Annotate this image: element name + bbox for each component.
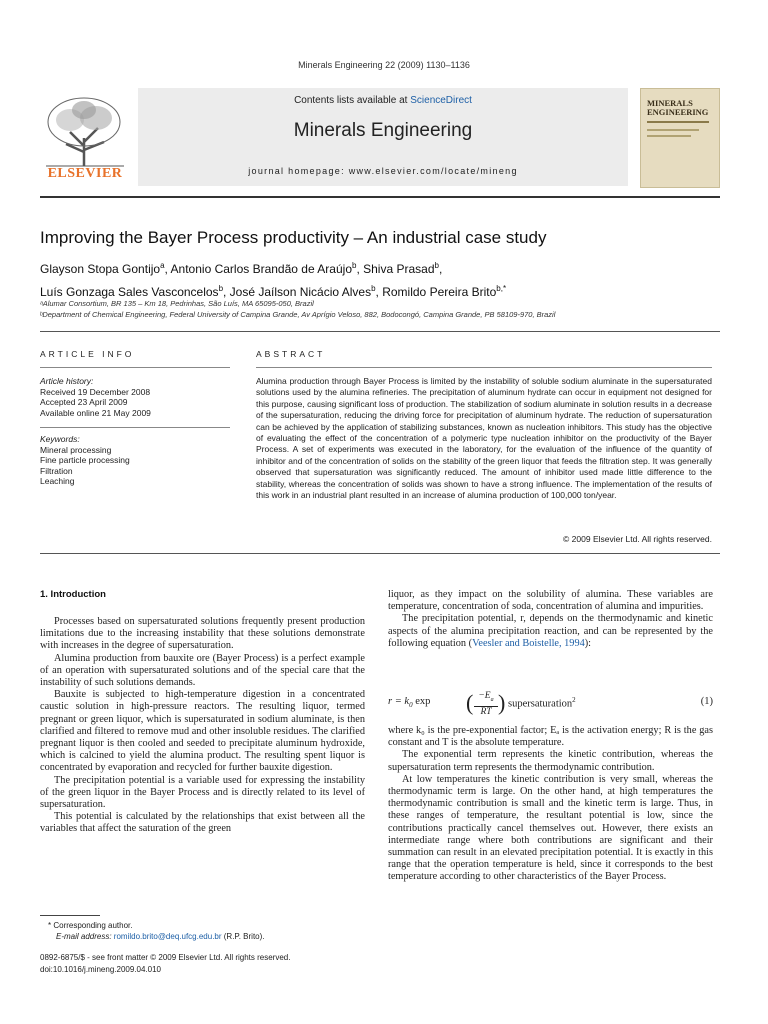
affiliation-a: ᵃAlumar Consortium, BR 135 – Km 18, Pedrinhas, São Luís, MA 65095-050, Brazil <box>40 299 314 308</box>
paragraph-text: The precipitation potential, r, depends on the thermodynamic and kinetic aspects of the alumina precipitation reaction, and can be represented by the following equation ( <box>388 613 713 649</box>
cover-rule <box>647 129 699 131</box>
fraction-num-text: −E <box>478 691 491 701</box>
paragraph: Processes based on supersaturated solutions frequently present production limitations due to the increasing instability that these solutions demonstrate with increases in the degree of supersaturation. <box>40 616 365 652</box>
left-column <box>40 616 365 836</box>
author[interactable]: , Antonio Carlos Brandão de Araújo <box>164 262 352 276</box>
doi-link[interactable]: doi:10.1016/j.mineng.2009.04.010 <box>40 965 161 974</box>
contents-available <box>138 95 628 106</box>
paragraph: Alumina production from bauxite ore (Bayer Process) is a perfect example of an operation with supersaturated solutions and of the special care that the instability of such solutions demands. <box>40 652 365 689</box>
author-separator: , <box>438 262 443 276</box>
paragraph: This potential is calculated by the relationships that exist between all the variables that affect the saturation of the green <box>40 811 365 835</box>
history-online: Available online 21 May 2009 <box>40 407 151 418</box>
abstract-rule <box>256 367 712 368</box>
abstract-copyright: © 2009 Elsevier Ltd. All rights reserved. <box>563 534 712 544</box>
cover-title: MINERALS ENGINEERING <box>647 98 709 117</box>
cover-rule <box>647 135 691 137</box>
fraction-numerator <box>474 691 498 707</box>
article-info-heading: ARTICLE INFO <box>40 349 135 359</box>
history-label: Article history: <box>40 376 94 386</box>
equation-1 <box>388 690 713 720</box>
right-column-bottom <box>388 725 713 884</box>
paragraph: The exponential term represents the kinetic contribution, whereas the supersaturation term represents the thermodynamic contribution. <box>388 749 713 773</box>
paragraph <box>388 613 713 650</box>
keyword: Filtration <box>40 465 73 476</box>
article-info-rule <box>40 367 230 368</box>
sciencedirect-link[interactable]: ScienceDirect <box>410 95 472 106</box>
keywords-block <box>40 434 230 487</box>
article-history <box>40 376 230 418</box>
footnote-rule <box>40 915 100 916</box>
footnote <box>40 920 360 942</box>
affiliation-rule <box>40 331 720 332</box>
fraction-num-sub: a <box>490 696 494 703</box>
email-suffix: (R.P. Brito). <box>221 932 265 941</box>
equation-number: (1) <box>700 696 713 707</box>
paragraph: Bauxite is subjected to high-temperature digestion in a concentrated caustic solution in high-pressure reactors. The resulting liquor, termed pregnant or green liquor, which is supersaturated in sodium aluminate, is then clarified and filtered to remove mud and other insoluble residues. The clarified pregnant liquor is then cooled and seeded to precipitate aluminum hydroxide, which is calcined to yield the alumina product. The resulting spent liquor is concentrated by evaporation and recycled for further bauxite digestion. <box>40 689 365 774</box>
paren-open: ( <box>466 690 474 715</box>
section-1-heading: 1. Introduction <box>40 589 106 600</box>
author[interactable]: , Romildo Pereira Brito <box>375 285 497 299</box>
equation-body <box>388 696 430 709</box>
authors-line-1 <box>40 256 730 279</box>
equation-fraction <box>474 691 498 718</box>
keywords-rule <box>40 427 230 428</box>
author[interactable]: , José Jaílson Nicácio Alves <box>223 285 372 299</box>
paragraph: liquor, as they impact on the solubility of alumina. These variables are temperature, concentration of soda, concentration of alumina and impurities. <box>388 589 713 613</box>
elsevier-logo[interactable] <box>40 92 130 182</box>
citation-link[interactable]: Veesler and Boistelle, 1994 <box>472 637 585 649</box>
author-list <box>40 256 730 302</box>
journal-homepage[interactable]: journal homepage: www.elsevier.com/locate/mineng <box>248 166 518 176</box>
paren-close: ) <box>498 690 506 715</box>
keywords-label: Keywords: <box>40 434 80 444</box>
affiliation-mark: b <box>434 261 439 270</box>
header-rule <box>40 196 720 198</box>
journal-name: Minerals Engineering <box>293 120 473 141</box>
abstract-bottom-rule <box>40 553 720 554</box>
affiliation-mark: b <box>371 284 376 293</box>
paragraph-text: ): <box>584 637 592 649</box>
article-title: Improving the Bayer Process productivity – An industrial case study <box>40 228 547 247</box>
keyword: Mineral processing <box>40 444 112 455</box>
email-line <box>40 931 360 942</box>
abstract-heading: ABSTRACT <box>256 349 326 359</box>
issn-line: 0892-6875/$ - see front matter © 2009 Elsevier Ltd. All rights reserved. <box>40 953 291 962</box>
affiliation-b: ᵇDepartment of Chemical Engineering, Federal University of Campina Grande, Av Aprígio Veloso, 882, Bodocongó, Campina Grande, PB 58109-970, Brazil <box>40 310 556 319</box>
keyword: Leaching <box>40 476 75 486</box>
corresponding-author: * Corresponding author. <box>48 921 133 930</box>
elsevier-wordmark: ELSEVIER <box>47 166 123 181</box>
paragraph: where k₀ is the pre-exponential factor; Eₐ is the activation energy; R is the gas constant and T is the absolute temperature. <box>388 725 713 749</box>
paragraph: The precipitation potential is a variable used for expressing the instability of the green liquor in the Bayer Process and is directly related to its level of supersaturation. <box>40 774 365 811</box>
keyword: Fine particle processing <box>40 455 130 465</box>
equation-term <box>508 696 576 710</box>
cover-rule <box>647 121 709 123</box>
abstract-text: Alumina production through Bayer Process is limited by the instability of soluble sodium aluminate in the supersaturated solutions used by the alumina refineries. The precipitation of aluminum hydrate can occur in equipment not designed for this purpose, causing significant loss of production. The stabilization of sodium aluminate in solution results in a decrease of the supersaturation, reducing the driving force for precipitation of aluminum hydrate. The reduction of supersaturation can be achieved by the application of stabilizing substances, known as nucleation inhibitors. This study has the objective of evaluating the effect of the concentration of a polymeric type nucleation inhibitor on the productivity of the Bayer Process. A set of experiments was executed in the laboratory, for the evaluation of the influence of the quantity of inhibitor and of the concentration of solids on the stability of the green liquor that feeds the filtration step. It was generally observed that supersaturation was significantly reduced. The amount of inhibitor used made little difference to the stability, whereas the concentration of solids was shown to have a strong influence. The implementation of the results of this work in an industrial plant resulted in an increase of alumina production of 100,000 ton/year. <box>256 376 712 501</box>
author[interactable]: Glayson Stopa Gontijo <box>40 262 161 276</box>
equation-exp: exp <box>412 696 431 707</box>
journal-cover-thumbnail[interactable] <box>640 88 720 188</box>
paragraph: At low temperatures the kinetic contribution is very small, whereas the thermodynamic term is large. On the other hand, at high temperatures the thermodynamic contribution is small and the kinetic term is large. Thus, in these ranges of temperature, the resultant potential is low, since the contributions practically cancel themselves out. However, there exists an intermediate range where both contributions are significant and their summation can result in an elevated precipitation potential. It is exactly in this range that the operation temperature is held, since it corresponds to the best temperature according to other characteristics of the Bayer Process. <box>388 773 713 883</box>
author[interactable]: Luís Gonzaga Sales Vasconcelos <box>40 285 219 299</box>
contents-prefix: Contents lists available at <box>294 95 411 106</box>
equation-lhs: r = k <box>388 696 410 707</box>
email-label: E-mail address: <box>56 932 114 941</box>
supersaturation-term: supersaturation <box>508 698 573 710</box>
affiliation-mark[interactable]: b,* <box>496 284 507 293</box>
email-link[interactable]: romildo.brito@deq.ufcg.edu.br <box>113 932 222 941</box>
history-accepted: Accepted 23 April 2009 <box>40 397 128 407</box>
equation-power: 2 <box>572 696 576 704</box>
affiliation-mark: a <box>160 261 165 270</box>
history-received: Received 19 December 2008 <box>40 386 151 397</box>
affiliation-mark: b <box>352 261 357 270</box>
journal-reference: Minerals Engineering 22 (2009) 1130–1136 <box>298 60 470 70</box>
right-column-top <box>388 589 713 650</box>
affiliation-mark: b <box>218 284 224 293</box>
fraction-denominator: RT <box>480 706 492 717</box>
equation-subscript: 0 <box>409 701 413 710</box>
author[interactable]: , Shiva Prasad <box>356 262 435 276</box>
